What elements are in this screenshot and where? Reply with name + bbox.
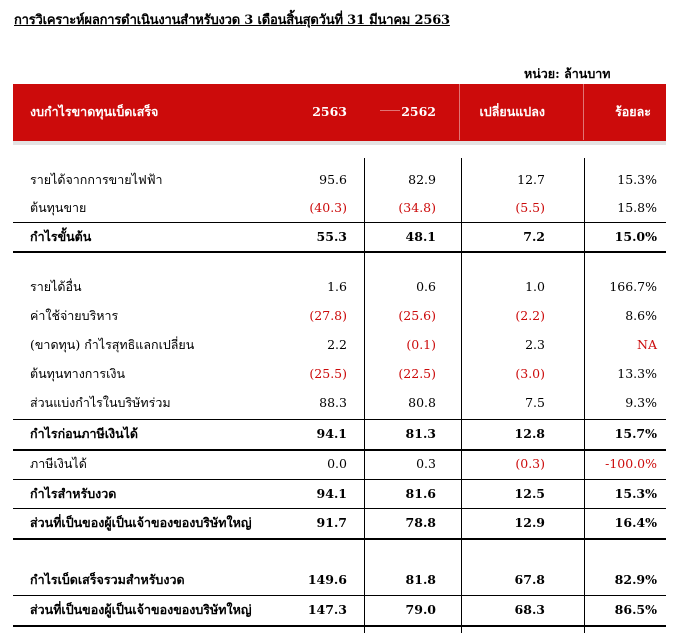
value-change: (2.2) (515, 308, 545, 323)
value-2563: 91.7 (316, 515, 347, 530)
value-change: 1.0 (525, 279, 545, 294)
value-2562: 81.6 (405, 486, 436, 501)
header-col-2563: 2563 (312, 104, 347, 119)
value-percent: 15.7% (614, 426, 657, 441)
value-percent: 9.3% (625, 395, 657, 410)
header-col-change: เปลี่ยนแปลง (479, 104, 545, 119)
value-2563: 95.6 (319, 172, 347, 187)
table-row (13, 273, 666, 301)
page-title: การวิเคราะห์ผลการดำเนินงานสำหรับงวด 3 เดือนสิ้นสุดวันที่ 31 มีนาคม 2563 (14, 13, 450, 28)
row-label: ภาษีเงินได้ (30, 456, 87, 471)
table-row (13, 566, 666, 594)
value-percent: 15.3% (617, 172, 657, 187)
row-label: รายได้อื่น (30, 279, 82, 294)
value-2562: 0.3 (416, 456, 436, 471)
table-row (13, 194, 666, 222)
row-label: ส่วนแบ่งกำไรในบริษัทร่วม (30, 395, 171, 410)
header-col-percent: ร้อยละ (615, 104, 651, 119)
table-row (13, 420, 666, 448)
row-label: กำไรก่อนภาษีเงินได้ (30, 426, 139, 441)
row-label: ส่วนที่เป็นของผู้เป็นเจ้าของของบริษัทใหญ่ (30, 602, 252, 617)
value-2563: 94.1 (316, 426, 347, 441)
value-2563: 94.1 (316, 486, 347, 501)
unit-label: หน่วย: ล้านบาท (524, 66, 611, 81)
arrow-decoration (380, 110, 400, 111)
value-percent: 86.5% (614, 602, 657, 617)
value-change: (5.5) (515, 200, 545, 215)
value-2562: 80.8 (408, 395, 436, 410)
value-percent: 82.9% (614, 572, 657, 587)
table-row (13, 509, 666, 537)
value-2562: (0.1) (406, 337, 436, 352)
table-row (13, 302, 666, 330)
value-2562: 79.0 (405, 602, 436, 617)
header-separator (459, 84, 460, 140)
table-row (13, 596, 666, 624)
value-percent: 166.7% (609, 279, 657, 294)
table-row (13, 331, 666, 359)
table-row (13, 360, 666, 388)
header-col-2562: 2562 (401, 104, 436, 119)
header-separator (583, 84, 584, 140)
row-label: ค่าใช้จ่ายบริหาร (30, 308, 119, 323)
row-label: ต้นทุนขาย (30, 200, 87, 215)
table-row (13, 389, 666, 417)
value-change: (3.0) (515, 366, 545, 381)
value-percent: 16.4% (614, 515, 657, 530)
table-row (13, 166, 666, 194)
value-change: 7.2 (523, 229, 545, 244)
value-2562: 81.8 (405, 572, 436, 587)
value-2562: (22.5) (398, 366, 436, 381)
value-change: 67.8 (514, 572, 545, 587)
row-label: กำไรเบ็ดเสร็จรวมสำหรับงวด (30, 572, 185, 587)
value-change: 2.3 (525, 337, 545, 352)
value-2563: (40.3) (309, 200, 347, 215)
row-label: (ขาดทุน) กำไรสุทธิแลกเปลี่ยน (30, 337, 195, 352)
value-change: 12.8 (514, 426, 545, 441)
table-row (13, 480, 666, 508)
value-percent: 15.0% (614, 229, 657, 244)
value-2563: 149.6 (307, 572, 347, 587)
value-2562: (34.8) (398, 200, 436, 215)
value-2562: 48.1 (405, 229, 436, 244)
value-2563: 1.6 (327, 279, 347, 294)
table-header (13, 84, 666, 145)
row-rule (13, 251, 666, 253)
value-percent: -100.0% (605, 456, 657, 471)
value-2563: 0.0 (327, 456, 347, 471)
table-row (13, 223, 666, 251)
value-2562: 0.6 (416, 279, 436, 294)
value-2562: 82.9 (408, 172, 436, 187)
value-2562: 81.3 (405, 426, 436, 441)
value-percent: 15.3% (614, 486, 657, 501)
value-2562: 78.8 (405, 515, 436, 530)
value-2563: 147.3 (307, 602, 347, 617)
value-2563: 88.3 (319, 395, 347, 410)
row-label: รายได้จากการขายไฟฟ้า (30, 172, 163, 187)
value-2563: 2.2 (327, 337, 347, 352)
row-label: ส่วนที่เป็นของผู้เป็นเจ้าของของบริษัทใหญ่ (30, 515, 252, 530)
table-row (13, 450, 666, 478)
value-change: 12.5 (514, 486, 545, 501)
header-label: งบกำไรขาดทุนเบ็ดเสร็จ (30, 104, 159, 119)
value-percent: NA (637, 337, 657, 352)
header-strip (13, 141, 666, 145)
value-percent: 13.3% (617, 366, 657, 381)
value-percent: 8.6% (625, 308, 657, 323)
value-2563: 55.3 (316, 229, 347, 244)
value-2562: (25.6) (398, 308, 436, 323)
value-change: 12.9 (514, 515, 545, 530)
value-2563: (25.5) (309, 366, 347, 381)
value-2563: (27.8) (309, 308, 347, 323)
value-change: 68.3 (514, 602, 545, 617)
row-label: กำไรขั้นต้น (30, 229, 92, 244)
row-rule (13, 538, 666, 540)
row-label: กำไรสำหรับงวด (30, 486, 117, 501)
row-rule (13, 625, 666, 627)
value-change: 12.7 (517, 172, 545, 187)
value-percent: 15.8% (617, 200, 657, 215)
row-label: ต้นทุนทางการเงิน (30, 366, 126, 381)
value-change: (0.3) (515, 456, 545, 471)
value-change: 7.5 (525, 395, 545, 410)
